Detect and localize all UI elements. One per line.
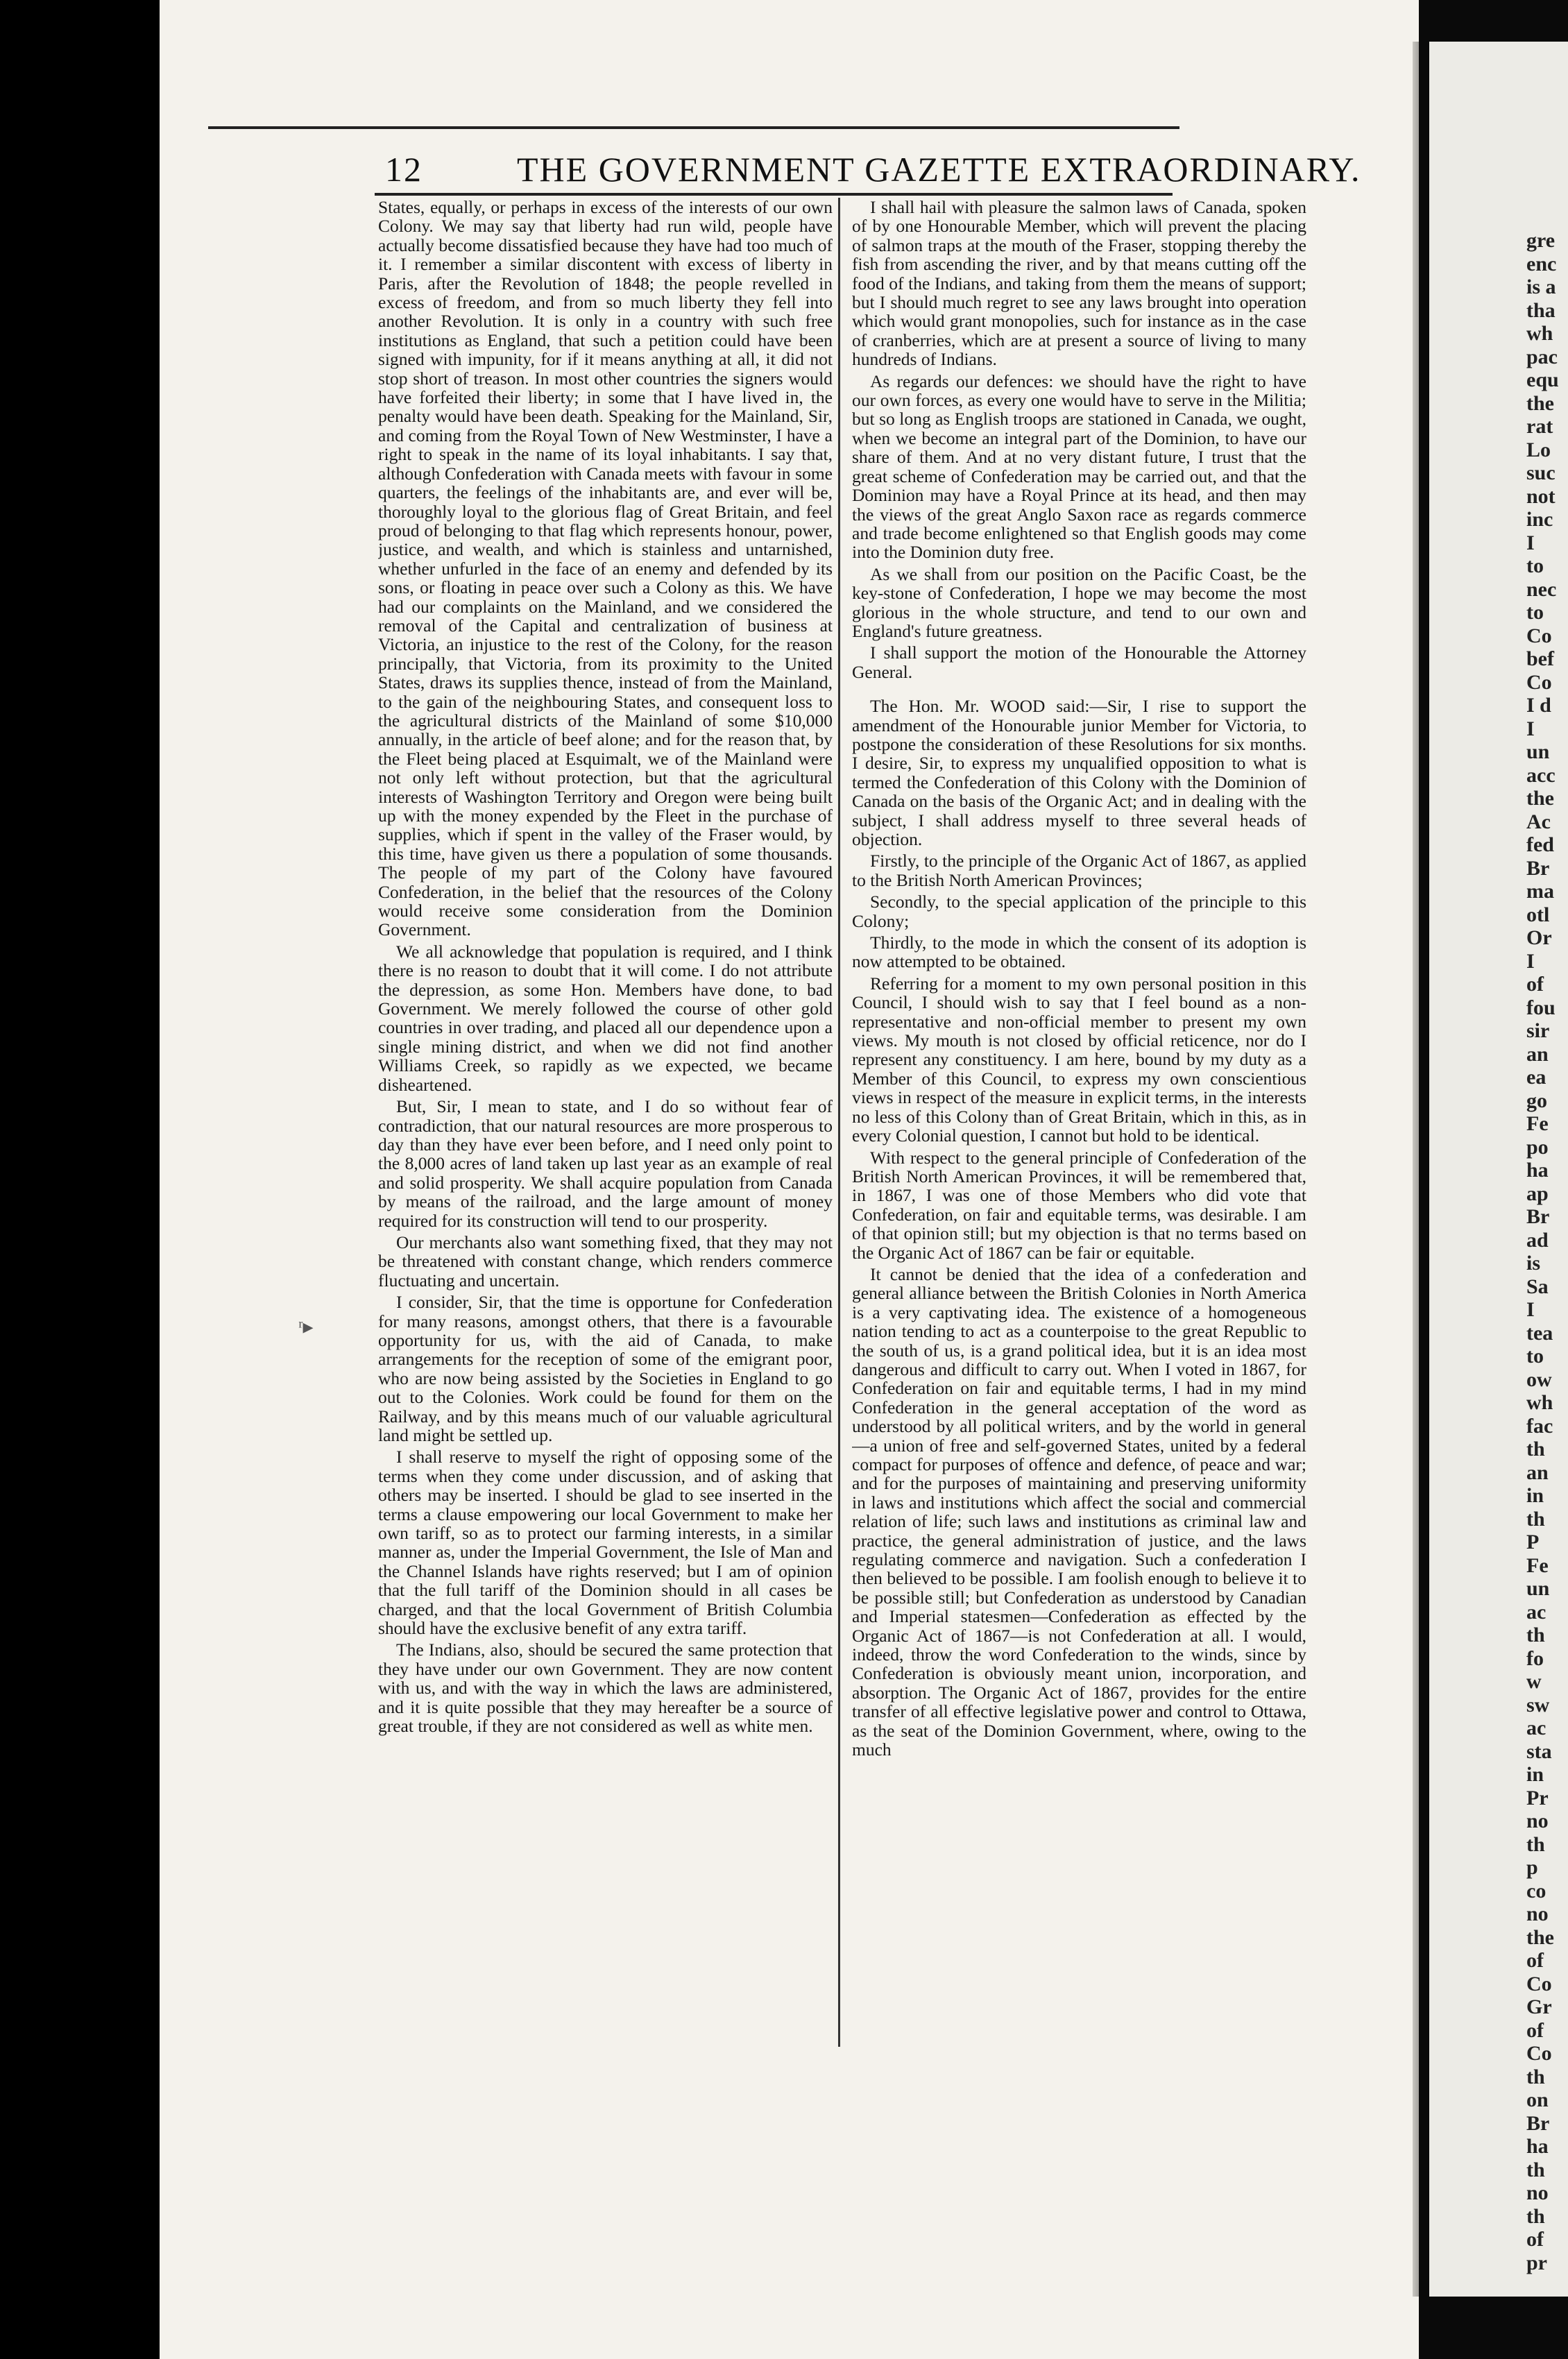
adjacent-page-fragment: ea <box>1526 1066 1546 1089</box>
adjacent-page-fragment: th <box>1526 1624 1545 1646</box>
paragraph: With respect to the general principle of Confederation of the British North American Provinces, it will be remembered that, in 1867, I was one of those Members who did vote that Confederation, on fair and equitable terms, was desirable. I am of that opinion still; but my objection is that no terms based on the Organic Act of 1867 can be fair or equitable. <box>852 1147 1306 1263</box>
adjacent-page-fragment: bef <box>1526 647 1554 670</box>
adjacent-page-fragment: ma <box>1526 880 1554 903</box>
paragraph: I shall hail with pleasure the salmon laws of Canada, spoken of by one Honourable Member, which will prevent the placing of salmon traps at the mouth of the Fraser, stopping thereby the fish from ascending the river, and by that means cutting off the food of the Indians, and taking from them the means of support; but I should much regret to see any laws brought into operation which would grant monopolies, such for instance as in the case of cranberries, which are at present a source of living to many hundreds of Indians. <box>852 198 1306 370</box>
paragraph: I shall support the motion of the Honourable the Attorney General. <box>852 642 1306 682</box>
adjacent-page-fragment: ap <box>1526 1182 1549 1205</box>
adjacent-page-fragment: the <box>1526 1925 1554 1949</box>
adjacent-page-fragment: Pr <box>1526 1786 1549 1809</box>
scan-border-left <box>0 0 160 2359</box>
adjacent-page-fragment: p <box>1526 1856 1538 1879</box>
adjacent-page-fragment: in <box>1526 1484 1544 1507</box>
adjacent-page-fragment: Co <box>1526 2042 1552 2065</box>
adjacent-page-fragment: ac <box>1526 1717 1546 1739</box>
adjacent-page-fragment: to <box>1526 1345 1544 1368</box>
paragraph: As we shall from our position on the Pacific Coast, be the key-stone of Confederation, I hope we may become the most glorious in the whole structure, and tend to our own and England's future greatness. <box>852 563 1306 641</box>
adjacent-page-fragment: wh <box>1526 322 1553 345</box>
adjacent-page-fragment: an <box>1526 1460 1549 1484</box>
paragraph: It cannot be denied that the idea of a confederation and general alliance between the British Colonies in North America is a very captivating idea. The existence of a homogeneous nation tending to act as a counterpoise to the great Republic to the south of us, is a grand political idea, but it is an idea most dangerous and difficult to carry out. When I voted in 1867, for Confederation on fair and equitable terms, I had in my mind Confederation in the general acceptation of the word as understood by all political writers, and by the world in general—a union of free and self-governed States, united by a federal compact for purposes of offence and defence, of peace and war; and for the purposes of maintaining and preserving uniformity in laws and institutions which affect the social and commercial relation of life; such laws and institutions as criminal law and practice, the general administration of justice, and the laws regulating commerce and navigation. Such a confederation I then believed to be possible. I am foolish enough to believe it to be possible still; but Confederation as understood by Canadian and Imperial statesmen—Confederation as effected by the Organic Act of 1867—is not Confederation at all. I would, indeed, throw the word Confederation to the winds, since by Confederation is obviously meant union, incorporation, and absorption. The Organic Act of 1867, provides for the entire transfer of all effective legislative power and control to Ottawa, as the seat of the Dominion Government, where, owing to the much <box>852 1263 1306 1760</box>
adjacent-page-fragment: of <box>1526 973 1544 996</box>
adjacent-page-fragment: of <box>1526 2018 1544 2042</box>
adjacent-page-fragment: ad <box>1526 1228 1549 1252</box>
adjacent-page-fragment: sw <box>1526 1693 1550 1717</box>
adjacent-page-fragment: I <box>1526 949 1535 973</box>
column-divider <box>838 198 840 2047</box>
paragraph: As regards our defences: we should have the right to have our own forces, as every one would have to serve in the Militia; but so long as English troops are stationed in Canada, we ought, when we become an integral part of the Dominion, to have our share of them. And at no very distant future, I trust that the great scheme of Confederation may be carried out, and that the Dominion may have a Royal Prince at its head, and then may the views of the great Anglo Saxon race as regards commerce and trade become enlightened so that English goods may come into the Dominion duty free. <box>852 371 1306 563</box>
page-number: 12 <box>385 150 423 189</box>
adjacent-page-fragment: ow <box>1526 1368 1552 1391</box>
adjacent-page-fragment: ac <box>1526 1600 1546 1624</box>
paragraph: The Indians, also, should be secured the same protection that they have under our own Government. They are now content with us, and with the way in which the laws are administered, and it is quite possible that they may hereafter be a source of great trouble, if they are not considered as well as white men. <box>378 1640 833 1737</box>
adjacent-page-fragment: un <box>1526 1577 1550 1600</box>
adjacent-page-fragment: Co <box>1526 670 1552 694</box>
adjacent-page-fragment: ha <box>1526 1159 1549 1182</box>
adjacent-page-fragment: wh <box>1526 1391 1553 1414</box>
adjacent-page-fragment: Fe <box>1526 1112 1549 1135</box>
paragraph: I consider, Sir, that the time is opportune for Confederation for many reasons, amongst others, that there is a favourable opportunity for us, with the aid of Canada, to make arrangements for the reception of some of the emigrant poor, who are now being assisted by the Societies in England to go out to the Colonies. Work could be found for them on the Railway, and by this means much of our valuable agricultural land might be settled up. <box>378 1292 833 1445</box>
paragraph: Our merchants also want something fixed, that they may not be threatened with constant change, which renders commerce fluctuating and uncertain. <box>378 1232 833 1291</box>
adjacent-page-fragment: Br <box>1526 2111 1550 2135</box>
text-column-left <box>378 198 833 2043</box>
adjacent-page-fragment: th <box>1526 2158 1545 2181</box>
adjacent-page-fragment: ha <box>1526 2135 1549 2158</box>
adjacent-page-fragment: w <box>1526 1670 1542 1693</box>
adjacent-page-fragment: of <box>1526 2228 1544 2251</box>
adjacent-page-fragment: of <box>1526 1949 1544 1972</box>
adjacent-page-fragment: nec <box>1526 577 1557 601</box>
adjacent-page-fragment: Br <box>1526 856 1550 880</box>
adjacent-page-fragment: Br <box>1526 1205 1550 1228</box>
adjacent-page-fragment: pac <box>1526 345 1558 368</box>
adjacent-page-fragment: Lo <box>1526 438 1551 461</box>
adjacent-page-fragment: un <box>1526 740 1550 763</box>
adjacent-page-fragment: fo <box>1526 1646 1544 1670</box>
adjacent-page-fragment: co <box>1526 1879 1546 1902</box>
adjacent-page-fragment: tea <box>1526 1321 1553 1345</box>
adjacent-page-fragment: fou <box>1526 996 1556 1019</box>
adjacent-page-fragment: equ <box>1526 368 1559 391</box>
adjacent-page-fragment: acc <box>1526 763 1556 787</box>
adjacent-page-fragment: fac <box>1526 1414 1553 1438</box>
adjacent-page-fragment: is <box>1526 1252 1541 1275</box>
text-column-right <box>852 198 1306 2043</box>
running-title: THE GOVERNMENT GAZETTE EXTRAORDINARY. <box>517 150 1361 189</box>
adjacent-page-fragment: I <box>1526 717 1535 740</box>
adjacent-page-fragment: th <box>1526 2065 1545 2088</box>
adjacent-page-fragment: th <box>1526 1507 1545 1531</box>
adjacent-page-fragment: the <box>1526 787 1554 810</box>
adjacent-page-fragment: not <box>1526 484 1556 508</box>
adjacent-page-fragment: to <box>1526 601 1544 624</box>
adjacent-page-fragment: Ac <box>1526 810 1551 833</box>
adjacent-page-fragment: in <box>1526 1763 1544 1786</box>
adjacent-page-fragment: otl <box>1526 903 1550 926</box>
adjacent-page-fragment: no <box>1526 1809 1549 1832</box>
adjacent-page-fragment: go <box>1526 1089 1547 1112</box>
adjacent-page-fragment: Fe <box>1526 1553 1549 1577</box>
adjacent-page-fragment: th <box>1526 2204 1545 2228</box>
paragraph: Thirdly, to the mode in which the consent of its adoption is now attempted to be obtained. <box>852 932 1306 972</box>
paragraph: Referring for a moment to my own personal position in this Council, I should wish to say that I feel bound as a non-representative and non-official member to present my own views. My mouth is not closed by official reticence, nor do I represent any constituency. I am here, bound by my duty as a Member of this Council, to express my own conscientious views in respect of the measure in explicit terms, in the interests no less of this Colony than of Great Britain, which in this, as in every Colonial question, I cannot but hold to be identical. <box>852 973 1306 1146</box>
adjacent-page-fragment: the <box>1526 391 1554 415</box>
adjacent-page-fragment: I d <box>1526 694 1551 717</box>
paragraph: States, equally, or perhaps in excess of the interests of our own Colony. We may say that liberty had run wild, people have actually become dissatisfied because they have had too much of it. I remember a similar discontent with excess of liberty in Paris, after the Revolution of 1848; the people revelled in excess of freedom, and from so much liberty they fell into another Revolution. It is only in a country with such free institutions as England, that such a petition could have been signed with impunity, for if it means anything at all, it did not stop short of treason. In most other countries the signers would have forfeited their liberty; in some that I have lived in, the penalty would have been death. Speaking for the Mainland, Sir, and coming from the Royal Town of New Westminster, I have a right to speak in the name of its loyal inhabitants. I say that, although Confederation with Canada meets with favour in some quarters, the feelings of the inhabitants are, and ever will be, thoroughly loyal to the glorious flag of Great Britain, and feel proud of belonging to that flag which represents honour, power, justice, and wealth, and which is stainless and untarnished, whether unfurled in the face of an enemy and defended by its sons, or floating in peace over such a Colony as this. We have had our complaints on the Mainland, and we considered the removal of the Capital and centralization of business at Victoria, an injustice to the rest of the Colony, for the reason principally, that Victoria, from its proximity to the United States, draws its supplies thence, instead of from the Mainland, to the gain of the neighbouring States, and consequent loss to the agricultural districts of the Mainland of some $10,000 annually, in the article of beef alone; and for the reason that, by the Fleet being placed at Esquimalt, we of the Mainland were not only left without protection, but that the agricultural interests of Washington Territory and Oregon were being built up with the money expended by the Fleet in the purchase of supplies, which if spent in the valley of the Fraser would, by this time, have given us there a population of some thousands. The people of my part of the Colony have favoured Confederation, in the belief that the resources of the Colony would receive some consideration from the Dominion Government. <box>378 198 833 940</box>
adjacent-page-fragment: Gr <box>1526 1995 1552 2018</box>
adjacent-page-fragment: Or <box>1526 926 1552 949</box>
adjacent-page-fragment: P <box>1526 1531 1540 1553</box>
adjacent-page-fragment: Sa <box>1526 1275 1549 1298</box>
paragraph: Firstly, to the principle of the Organic Act of 1867, as applied to the British North American Provinces; <box>852 851 1306 890</box>
paragraph: We all acknowledge that population is required, and I think there is no reason to doubt that it will come. I do not attribute the depression, as some Hon. Members have done, to bad Government. We merely followed the course of other gold countries in over trading, and placed all our dependence upon a single mining district, and when we did not find another Williams Creek, so rapidly as we expected, we became disheartened. <box>378 941 833 1095</box>
adjacent-page-fragment: rat <box>1526 415 1553 438</box>
margin-ink-mark: ʳ▸ <box>298 1315 314 1338</box>
adjacent-page-fragment: I <box>1526 531 1535 554</box>
header-rule <box>375 193 1173 196</box>
adjacent-page-fragment: Co <box>1526 1972 1552 1995</box>
adjacent-page-fragment: pr <box>1526 2251 1547 2274</box>
adjacent-page-fragment: no <box>1526 1902 1549 1925</box>
adjacent-page-fragment: no <box>1526 2181 1549 2204</box>
adjacent-page-fragment: fed <box>1526 833 1554 856</box>
adjacent-page-fragment: to <box>1526 554 1544 577</box>
adjacent-page-fragment: inc <box>1526 508 1553 531</box>
adjacent-page-fragment: tha <box>1526 298 1556 322</box>
adjacent-page-fragment: suc <box>1526 461 1556 484</box>
paragraph: Secondly, to the special application of the principle to this Colony; <box>852 892 1306 931</box>
adjacent-page-fragment: po <box>1526 1135 1549 1159</box>
speech-opening-paragraph: The Hon. Mr. WOOD said:—Sir, I rise to support the amendment of the Honourable junior Member for Victoria, to postpone the consideration of these Resolutions for six months. I desire, Sir, to express my unqualified opposition to what is termed the Confederation of this Colony with the Dominion of Canada on the basis of the Organic Act; and in dealing with the subject, I shall address myself to three several heads of objection. <box>852 696 1306 849</box>
page-header <box>385 149 1361 198</box>
adjacent-page-fragment: I <box>1526 1298 1535 1321</box>
adjacent-page-fragment: th <box>1526 1438 1545 1460</box>
paragraph: I shall reserve to myself the right of opposing some of the terms when they come under discussion, and of asking that others may be inserted. I should be glad to see inserted in the terms a clause empowering our local Government to make her own tariff, so as to protect our farming interests, in a similar manner as, under the Imperial Government, the Isle of Man and the Channel Islands have rights reserved; but I am of opinion that the full tariff of the Dominion should in all cases be charged, and that the local Government of British Columbia should have the exclusive benefit of any extra tariff. <box>378 1447 833 1639</box>
adjacent-page-fragment: enc <box>1526 252 1557 275</box>
adjacent-page-fragment: Co <box>1526 624 1552 647</box>
adjacent-page-fragment: on <box>1526 2088 1549 2111</box>
top-rule <box>208 126 1179 129</box>
adjacent-page-fragment: is a <box>1526 275 1556 298</box>
adjacent-page-fragment: th <box>1526 1832 1545 1856</box>
adjacent-page-fragment: sta <box>1526 1739 1552 1763</box>
adjacent-page-fragment: sir <box>1526 1019 1550 1042</box>
paragraph: But, Sir, I mean to state, and I do so without fear of contradiction, that our natural resources are more prosperous to day than they have ever been before, and I need only point to the 8,000 acres of land taken up last year as an example of real and solid prosperity. We shall acquire population from Canada by means of the railroad, and the large amount of money required for its construction will tend to our prosperity. <box>378 1096 833 1231</box>
adjacent-page-fragment: gre <box>1526 229 1556 252</box>
adjacent-page-fragment: an <box>1526 1042 1549 1066</box>
